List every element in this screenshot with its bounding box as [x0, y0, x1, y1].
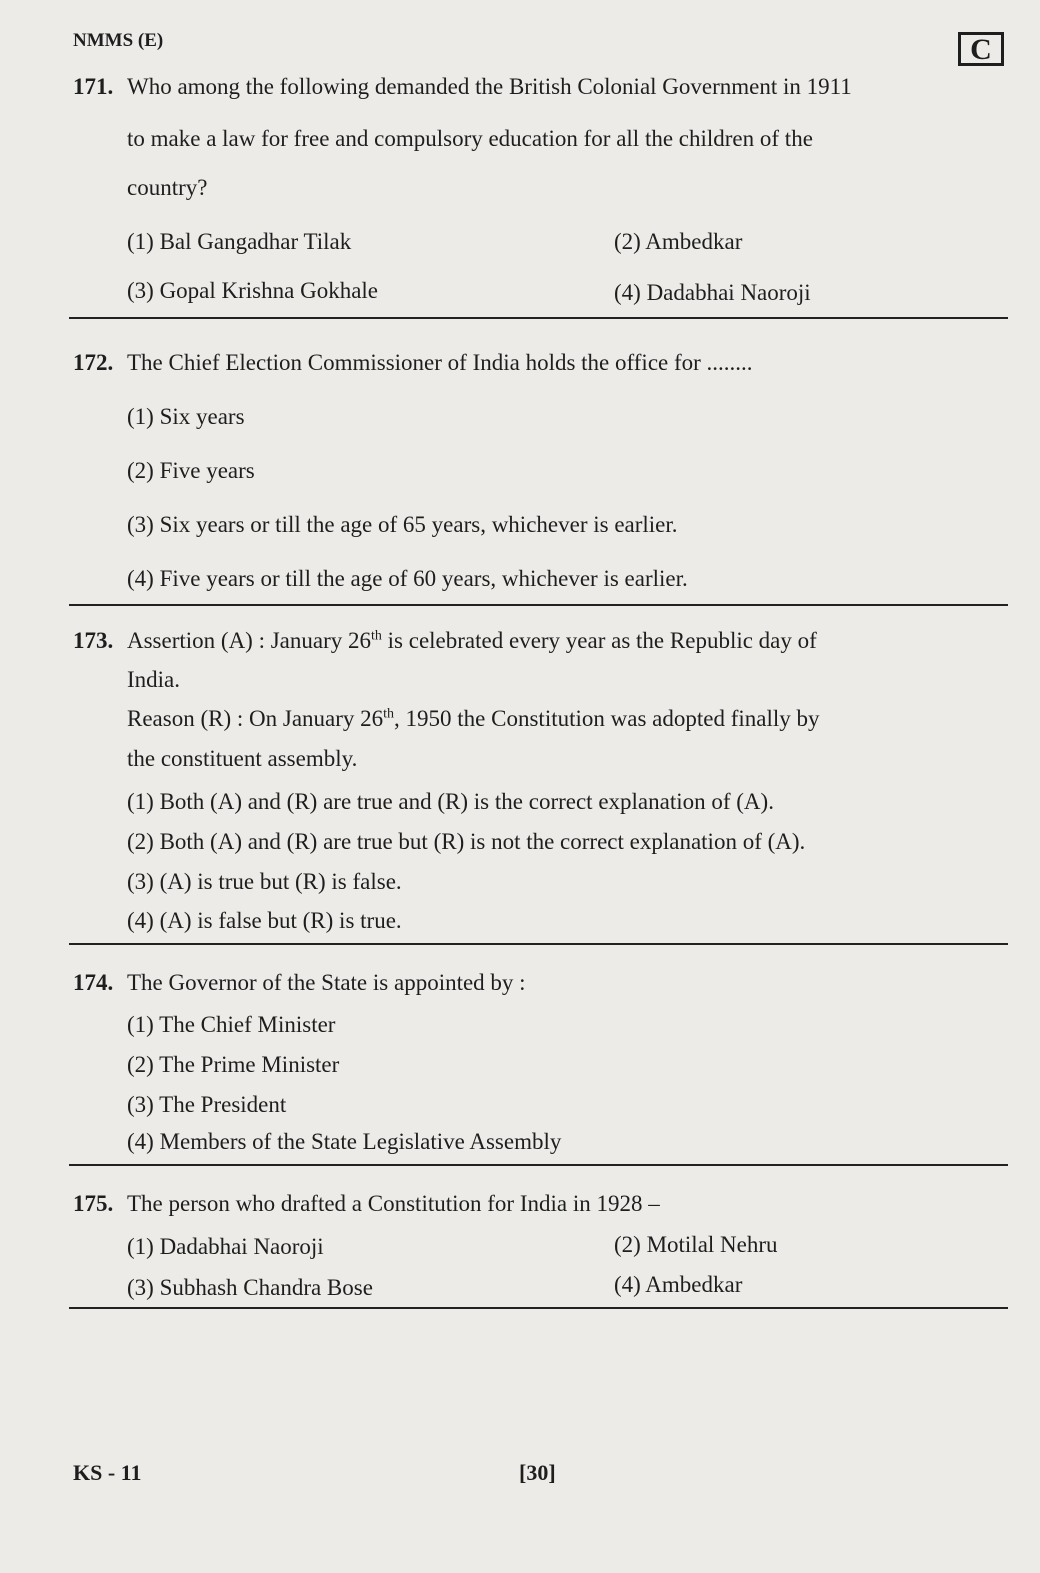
option-1[interactable]: (1) Six years — [127, 404, 245, 429]
option-4[interactable]: (4) (A) is false but (R) is true. — [127, 908, 402, 933]
option-1[interactable]: (1) The Chief Minister — [127, 1012, 336, 1037]
question-175 — [73, 1191, 1013, 1221]
option-1[interactable]: (1) Both (A) and (R) are true and (R) is the correct explanation of (A). — [127, 789, 774, 814]
option-4[interactable]: (4) Ambedkar — [614, 1272, 743, 1297]
option-3[interactable]: (3) Gopal Krishna Gokhale — [127, 278, 379, 303]
question-number: 173. — [73, 628, 114, 653]
question-text: The person who drafted a Constitution for India in 1928 – — [127, 1191, 660, 1216]
divider — [69, 604, 1008, 606]
option-3[interactable]: (3) The President — [127, 1092, 287, 1117]
divider — [69, 317, 1008, 319]
option-4[interactable]: (4) Dadabhai Naoroji — [614, 280, 811, 305]
option-1[interactable]: (1) Bal Gangadhar Tilak — [127, 229, 352, 254]
divider — [69, 943, 1008, 945]
question-173: 173. Assertion (A) : January 26th is celebrated every year as the Republic day of India. Reason (R) : On January 26th, 1950 the Constitution was adopted finally by the constituent assembly. — [73, 628, 820, 771]
question-number: 174. — [73, 970, 114, 995]
divider — [69, 1307, 1008, 1309]
option-2[interactable]: (2) Five years — [127, 458, 255, 483]
question-text: The Chief Election Commissioner of India holds the office for ........ — [127, 350, 753, 375]
question-number: 172. — [73, 350, 114, 375]
option-3[interactable]: (3) Six years or till the age of 65 years, whichever is earlier. — [127, 512, 678, 537]
option-2[interactable]: (2) Both (A) and (R) are true but (R) is not the correct explanation of (A). — [127, 829, 806, 854]
version-box: C — [958, 32, 1004, 66]
option-1[interactable]: (1) Dadabhai Naoroji — [127, 1234, 324, 1259]
option-4[interactable]: (4) Members of the State Legislative Assembly — [127, 1129, 562, 1154]
option-4[interactable]: (4) Five years or till the age of 60 years, whichever is earlier. — [127, 566, 688, 591]
exam-header: NMMS (E) — [73, 30, 164, 51]
option-2[interactable]: (2) The Prime Minister — [127, 1052, 340, 1077]
question-text: The Governor of the State is appointed by : — [127, 970, 526, 995]
option-3[interactable]: (3) (A) is true but (R) is false. — [127, 869, 402, 894]
question-number: 171. — [73, 74, 114, 99]
option-3[interactable]: (3) Subhash Chandra Bose — [127, 1275, 373, 1300]
question-172 — [73, 350, 1013, 380]
divider — [69, 1164, 1008, 1166]
page-number: [30] — [519, 1460, 556, 1485]
question-171: 171. Who among the following demanded the British Colonial Government in 1911 to make a law for free and compulsory education for all the children of the country? — [73, 74, 852, 200]
booklet-code: KS - 11 — [73, 1460, 142, 1485]
option-2[interactable]: (2) Ambedkar — [614, 229, 743, 254]
question-174 — [73, 970, 1013, 1000]
option-2[interactable]: (2) Motilal Nehru — [614, 1232, 778, 1257]
question-number: 175. — [73, 1191, 114, 1216]
